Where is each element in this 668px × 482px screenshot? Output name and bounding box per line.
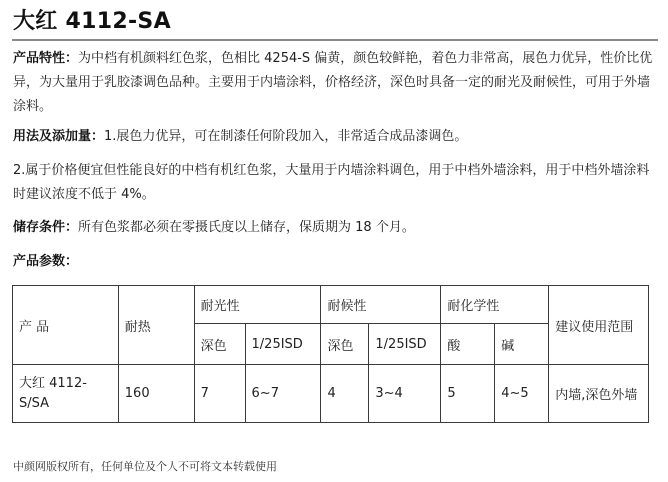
usage-paragraph-2: 2.属于价格便宜但性能良好的中档有机红色浆，大量用于内墙涂料调色，用于中档外墙涂料，用于中档外墙涂料时建议浓度不低于 4%。 <box>13 163 650 202</box>
storage-paragraph <box>13 216 658 240</box>
features-paragraph <box>13 47 658 119</box>
sub-alkali: 碱 <box>495 324 549 365</box>
sub-weather-125: 1/25ISD <box>369 324 441 365</box>
storage-label: 储存条件： <box>13 220 79 235</box>
sub-weather-deep: 深色 <box>321 324 369 365</box>
usage-text: 1.展色力优异，可在制漆任何阶段加入，非常适合成品漆调色。 <box>104 129 468 144</box>
header-light: 耐光性 <box>194 286 321 324</box>
header-chemical: 耐化学性 <box>441 286 549 324</box>
cell-light-deep: 7 <box>194 365 245 423</box>
usage-label: 用法及添加量： <box>13 129 105 144</box>
header-weather: 耐候性 <box>321 286 441 324</box>
table-row <box>13 365 649 423</box>
features-label: 产品特性： <box>13 51 79 66</box>
params-table <box>12 285 649 423</box>
cell-weather-125: 3~4 <box>369 365 441 423</box>
title-divider <box>12 39 658 41</box>
cell-product: 大红 4112-S/SA <box>13 365 119 423</box>
sub-light-125: 1/25ISD <box>245 324 321 365</box>
cell-heat: 160 <box>118 365 194 423</box>
cell-usage: 内墙,深色外墙 <box>549 365 649 423</box>
page-title: 大红 4112-SA <box>13 9 171 34</box>
cell-weather-deep: 4 <box>321 365 369 423</box>
table-header-row <box>13 286 649 324</box>
header-product: 产 品 <box>13 286 119 365</box>
features-text: 为中档有机颜料红色浆，色相比 4254-S 偏黄，颜色较鲜艳，着色力非常高，展色力优异，性价比优异，为大量用于乳胶漆调色品种。主要用于内墙涂料，价格经济，深色时具备一定的耐光及耐候性，可用于外墙涂料。 <box>13 51 653 114</box>
copyright-footer: 中颜网版权所有，任何单位及个人不可将文本转载使用 <box>13 460 277 473</box>
header-heat: 耐热 <box>118 286 194 365</box>
storage-text: 所有色浆都必须在零摄氏度以上储存，保质期为 18 个月。 <box>78 220 415 235</box>
usage-paragraph <box>13 125 658 149</box>
cell-alkali: 4~5 <box>495 365 549 423</box>
cell-acid: 5 <box>441 365 495 423</box>
params-heading <box>13 250 658 274</box>
header-usage: 建议使用范围 <box>549 286 649 365</box>
cell-light-125: 6~7 <box>245 365 321 423</box>
sub-acid: 酸 <box>441 324 495 365</box>
params-label: 产品参数： <box>13 254 79 269</box>
sub-light-deep: 深色 <box>194 324 245 365</box>
